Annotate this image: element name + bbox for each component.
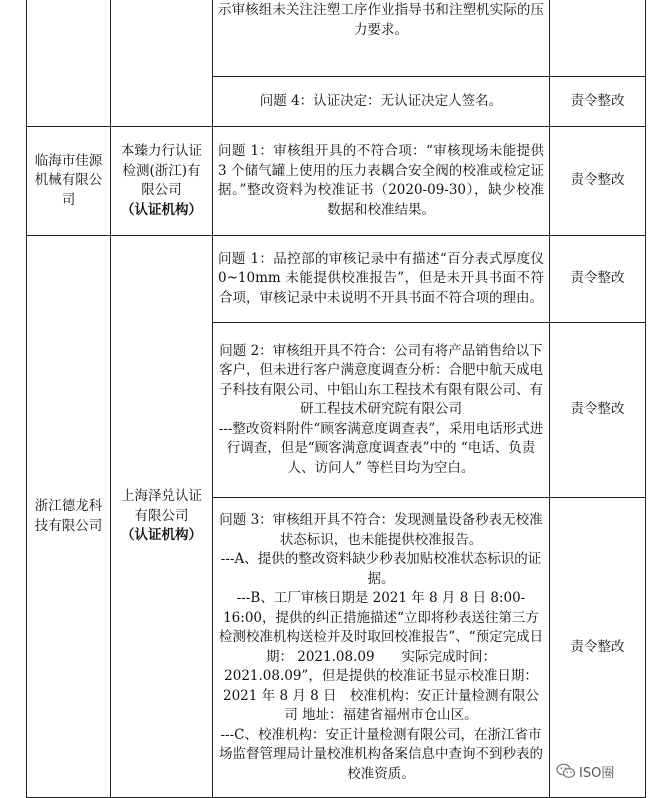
issue-text: 问题 1：审核组开具的不符合项：“审核现场未能提供 3 个储气罐上使用的压力表耦合安全阀的校准或检定证据。”整改资料为校准证书（2020-09-30），缺少校准数据和校准结果。 bbox=[218, 143, 544, 218]
action-text: 责令整改 bbox=[570, 270, 625, 287]
cert-body-cell bbox=[111, 0, 213, 127]
issue-cell bbox=[213, 323, 550, 498]
action-text: 责令整改 bbox=[570, 172, 625, 189]
action-text: 责令整改 bbox=[570, 92, 625, 109]
action-cell bbox=[550, 236, 646, 323]
action-cell bbox=[550, 127, 646, 236]
company-cell bbox=[27, 0, 111, 127]
watermark-label: ISO圈 bbox=[579, 765, 615, 781]
issue-line: ---C、校准机构：安正计量检测有限公司，在浙江省市场监督管理局计量校准机构备案信息中查询不到秒表的校准资质。 bbox=[219, 726, 543, 782]
action-text: 责令整改 bbox=[570, 638, 625, 655]
table-row bbox=[27, 127, 646, 236]
action-cell bbox=[550, 77, 646, 127]
issue-cell bbox=[213, 77, 550, 127]
cert-body-name: 本臻力行认证检测(浙江)有限公司 bbox=[121, 143, 202, 198]
company-name: 临海市佳源机械有限公司 bbox=[34, 152, 103, 208]
watermark bbox=[556, 760, 614, 782]
wechat-icon bbox=[556, 763, 576, 779]
issue-line: ---A、提供的整改资料缺少秒表加贴校准状态标识的证据。 bbox=[220, 551, 542, 587]
cert-body-cell bbox=[111, 127, 213, 236]
issue-text: 问题 1：品控部的审核记录中有描述“百分表式厚度仪 0~10mm 未能提供校准报告”，但是未开具书面不符合项，审核记录中未说明不开具书面不符合项的理由。 bbox=[218, 250, 544, 306]
table-row bbox=[27, 236, 646, 323]
cert-body-name: 上海泽兑认证有限公司 bbox=[121, 488, 202, 524]
issue-cell bbox=[213, 0, 550, 77]
issue-cell bbox=[213, 236, 550, 323]
cert-body-suffix: （认证机构） bbox=[121, 201, 202, 218]
cert-body-cell bbox=[111, 236, 213, 798]
issue-cell bbox=[213, 498, 550, 798]
issue-cell bbox=[213, 127, 550, 236]
company-cell bbox=[27, 236, 111, 798]
issue-line: ---整改资料附件“顾客满意度调查表”，采用电话形式进行调查，但是“顾客满意度调查表”中的 “电话、负责人、访问人” 等栏目均为空白。 bbox=[218, 420, 544, 476]
action-cell bbox=[550, 323, 646, 498]
issue-text: 问题 4：认证决定：无认证决定人签名。 bbox=[259, 92, 503, 109]
action-text: 责令整改 bbox=[570, 401, 625, 418]
action-cell bbox=[550, 0, 646, 77]
issue-line: ---B、工厂审核日期是 2021 年 8 月 8 日 8:00-16:00，提供的纠正措施描述“立即将秒表送往第三方检测校准机构送检并及时取回校准报告”、“预定完成日期： 2021.08.09 实际完成时间：2021.08.09”，但是提供的校准证书显示校准日期：2021 年 8 月 8 日 校准机构：安正计量检测有限公司 地址：福建省福州市仓山区。 bbox=[218, 590, 544, 723]
rectification-table bbox=[26, 0, 646, 798]
issue-line: 问题 2：审核组开具不符合：公司有将产品销售给以下客户，但未进行客户满意度调查分析：合肥中航天成电子科技有限公司、中铝山东工程技术有限有限公司、有研工程技术研究院有限公司 bbox=[219, 342, 543, 418]
action-cell bbox=[550, 498, 646, 798]
issue-text: 示审核组未关注注塑工序作业指导书和注塑机实际的压力要求。 bbox=[218, 2, 544, 38]
issue-line: 问题 3：审核组开具不符合：发现测量设备秒表无校准状态标识，也未能提供校准报告。 bbox=[219, 512, 543, 548]
company-cell bbox=[27, 127, 111, 236]
table-row bbox=[27, 0, 646, 77]
company-name: 浙江德龙科技有限公司 bbox=[34, 498, 103, 534]
cert-body-suffix: （认证机构） bbox=[121, 527, 202, 544]
